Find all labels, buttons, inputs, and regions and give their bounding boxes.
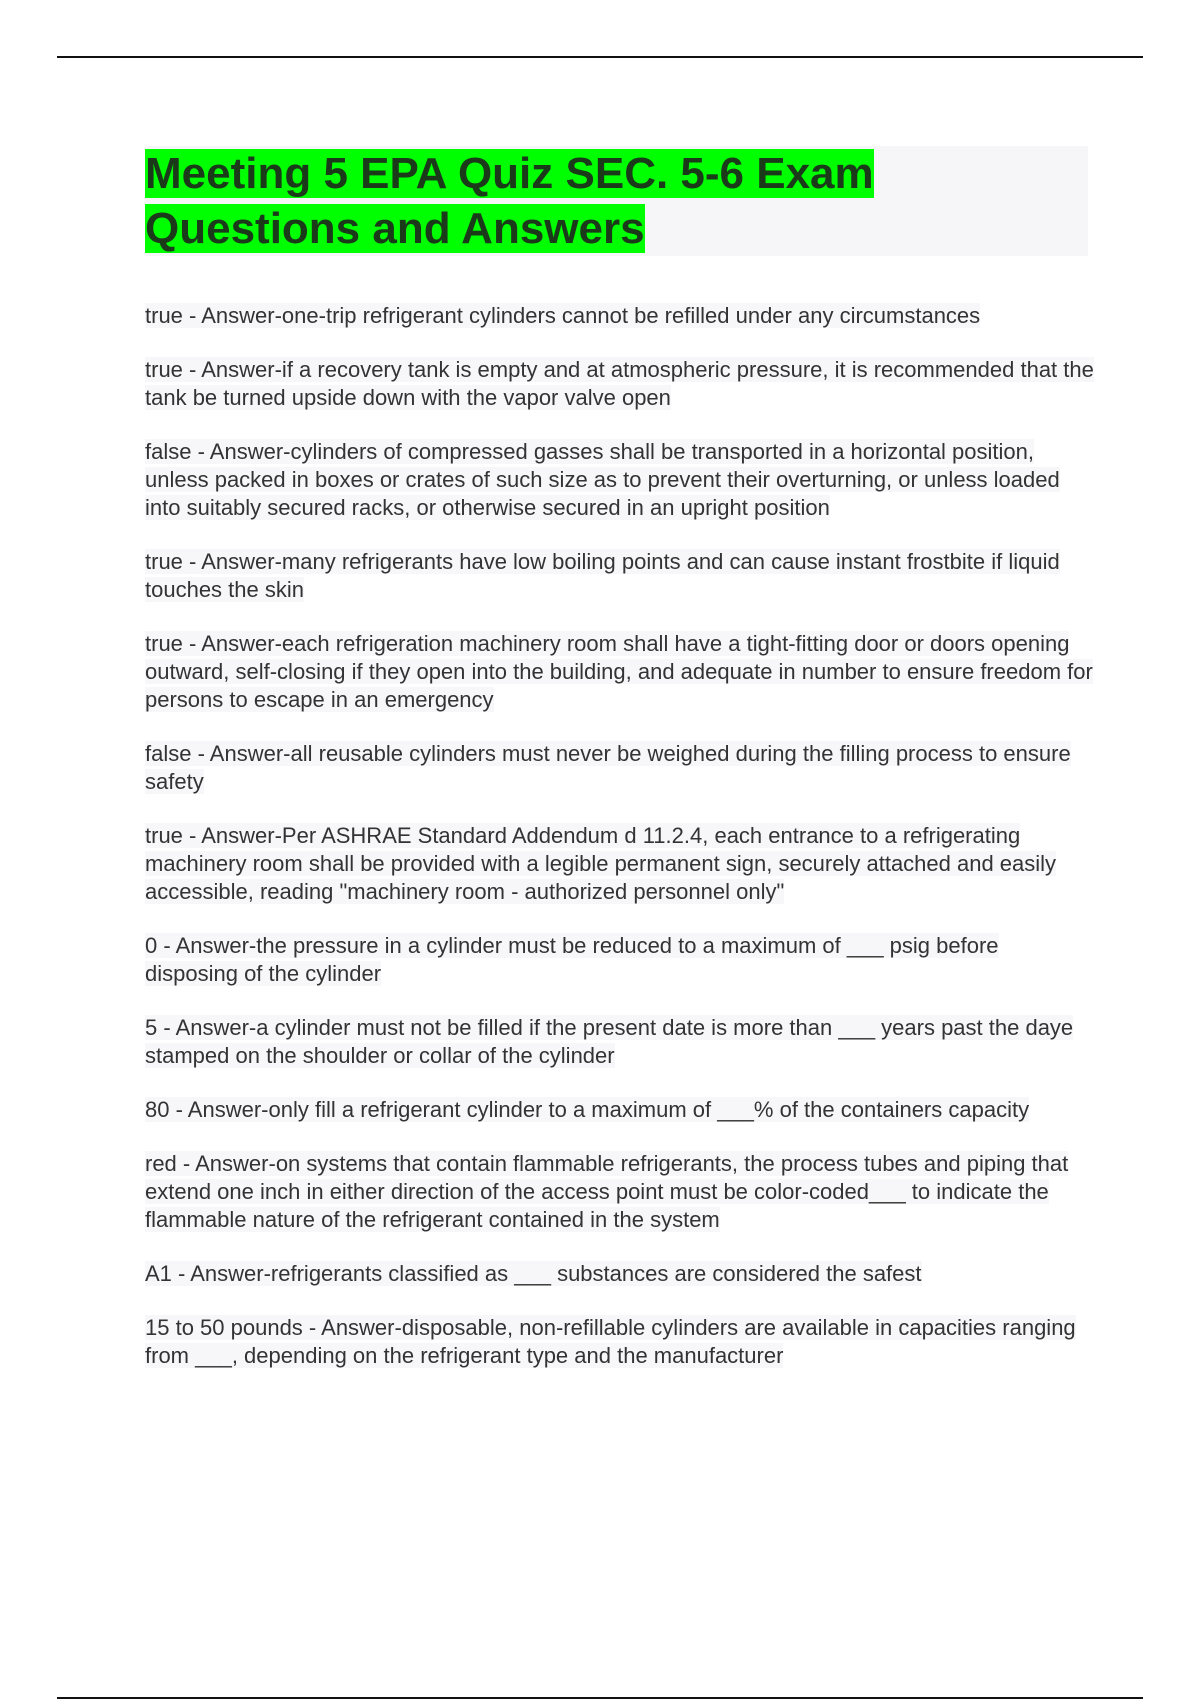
document-title-text: Meeting 5 EPA Quiz SEC. 5-6 Exam Questions and Answers [145, 149, 874, 253]
qa-item-text: true - Answer-if a recovery tank is empty and at atmospheric pressure, it is recommended that the tank be turned upside down with the vapor valve open [145, 357, 1094, 410]
top-rule [57, 56, 1143, 58]
qa-item [145, 438, 1095, 522]
qa-item [145, 822, 1095, 906]
qa-item [145, 1014, 1095, 1070]
qa-item-text: true - Answer-one-trip refrigerant cylinders cannot be refilled under any circumstances [145, 303, 981, 328]
bottom-rule [57, 1697, 1143, 1699]
qa-item-text: true - Answer-many refrigerants have low boiling points and can cause instant frostbite if liquid touches the skin [145, 549, 1060, 602]
qa-item-text: false - Answer-all reusable cylinders must never be weighed during the filling process to ensure safety [145, 741, 1071, 794]
qa-item [145, 1260, 1095, 1288]
qa-item [145, 356, 1095, 412]
qa-item-text: 5 - Answer-a cylinder must not be filled if the present date is more than ___ years past the daye stamped on the shoulder or collar of the cylinder [145, 1015, 1074, 1068]
qa-list [145, 302, 1095, 1396]
qa-item [145, 630, 1095, 714]
qa-item-text: 80 - Answer-only fill a refrigerant cylinder to a maximum of ___% of the containers capacity [145, 1097, 1030, 1122]
document-title [145, 146, 1088, 256]
qa-item [145, 1096, 1095, 1124]
qa-item [145, 302, 1095, 330]
qa-item [145, 932, 1095, 988]
qa-item [145, 548, 1095, 604]
qa-item-text: A1 - Answer-refrigerants classified as ___ substances are considered the safest [145, 1261, 922, 1286]
qa-item [145, 740, 1095, 796]
qa-item-text: 15 to 50 pounds - Answer-disposable, non-refillable cylinders are available in capacities ranging from ___, depending on the refrigerant type and the manufacturer [145, 1315, 1076, 1368]
qa-item-text: true - Answer-Per ASHRAE Standard Addendum d 11.2.4, each entrance to a refrigerating machinery room shall be provided with a legible permanent sign, securely attached and easily accessible, reading "machinery room - authorized personnel only" [145, 823, 1057, 904]
title-block [145, 146, 1088, 256]
qa-item [145, 1150, 1095, 1234]
qa-item-text: 0 - Answer-the pressure in a cylinder must be reduced to a maximum of ___ psig before disposing of the cylinder [145, 933, 999, 986]
qa-item-text: red - Answer-on systems that contain flammable refrigerants, the process tubes and piping that extend one inch in either direction of the access point must be color-coded___ to indicate the flammable nature of the refrigerant contained in the system [145, 1151, 1069, 1232]
qa-item-text: false - Answer-cylinders of compressed gasses shall be transported in a horizontal position, unless packed in boxes or crates of such size as to prevent their overturning, or unless loaded into suitably secured racks, or otherwise secured in an upright position [145, 439, 1060, 520]
qa-item [145, 1314, 1095, 1370]
qa-item-text: true - Answer-each refrigeration machinery room shall have a tight-fitting door or doors opening outward, self-closing if they open into the building, and adequate in number to ensure freedom for persons to escape in an emergency [145, 631, 1093, 712]
